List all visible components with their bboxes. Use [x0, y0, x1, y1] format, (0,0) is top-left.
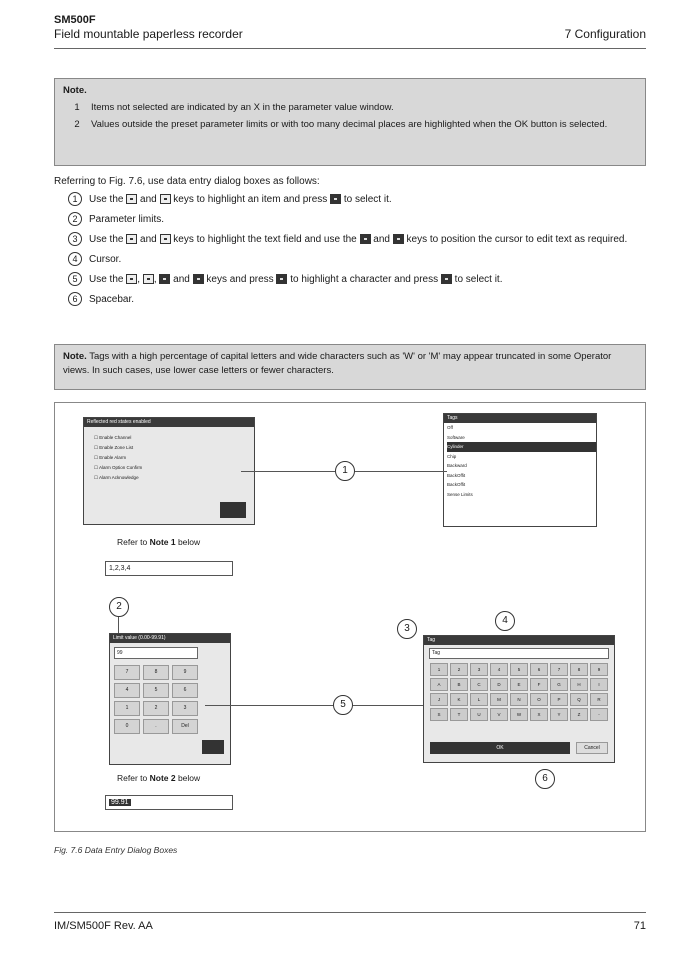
list-item: Cylinder: [447, 442, 596, 452]
list-item: Sense Limits: [447, 491, 473, 497]
keyboard-key: -: [590, 708, 608, 721]
keyboard-key: Z: [570, 708, 588, 721]
document-id: IM/SM500F Rev. AA: [54, 920, 153, 932]
callout-4: 4: [495, 611, 515, 631]
leader-line: [241, 471, 335, 472]
keyboard-key: V: [490, 708, 508, 721]
page-footer: [54, 920, 646, 932]
keyboard-key: 2: [450, 663, 468, 676]
note-title: Note.: [63, 85, 87, 96]
keyboard-key: S: [430, 708, 448, 721]
keypad-key: 4: [114, 683, 140, 698]
keyboard-key: Y: [550, 708, 568, 721]
down-key-icon: [160, 194, 171, 204]
step-item: 6 Spacebar.: [68, 292, 646, 307]
refer-note-1: Refer to Note 1 below: [117, 537, 201, 547]
keyboard-key: 4: [490, 663, 508, 676]
keyboard-key: W: [510, 708, 528, 721]
text-input: Tag: [429, 648, 609, 659]
step-item: 3 Use the and keys to highlight the text field and use the and keys to position the cursor to edit text as required.: [68, 232, 646, 247]
refer-note-2: Refer to Note 2 below: [117, 773, 201, 783]
product-name: SM500F: [54, 14, 96, 26]
keyboard-key: I: [590, 678, 608, 691]
callout-2: 2: [109, 597, 129, 617]
leader-line: [205, 705, 333, 706]
keyboard-key: R: [590, 693, 608, 706]
keyboard-key: L: [470, 693, 488, 706]
keyboard-key: T: [450, 708, 468, 721]
right-key-icon: [193, 274, 204, 284]
callout-3: 3: [397, 619, 417, 639]
note-item-text: Items not selected are indicated by an X in the parameter value window.: [91, 102, 394, 113]
keyboard-key: H: [570, 678, 588, 691]
keyboard-key: 9: [590, 663, 608, 676]
spacebar-key: OK: [430, 742, 570, 754]
note-box-1: [54, 78, 646, 166]
keyboard-key: X: [530, 708, 548, 721]
left-key-icon: [360, 234, 371, 244]
product-subtitle: Field mountable paperless recorder: [54, 27, 243, 41]
list-item: BackOffit: [447, 482, 466, 487]
callout-1: 1: [335, 461, 355, 481]
page-number: 71: [633, 920, 646, 932]
keyboard-key: K: [450, 693, 468, 706]
list-item: ☐ Alarm Option Confirm: [94, 465, 143, 470]
footer-divider: [54, 912, 646, 913]
keyboard-key: J: [430, 693, 448, 706]
keypad-key: 8: [143, 665, 169, 680]
note-item: 1 Items not selected are indicated by an X in the parameter value window.: [74, 102, 394, 113]
leader-line: [118, 617, 119, 633]
ok-button-icon: [202, 740, 224, 754]
leader-line: [353, 705, 431, 706]
down-key-icon: [160, 234, 171, 244]
list-item: ☐ Enable Zone List: [94, 445, 134, 450]
screenshot-tag-list: Tags Off Software Cylinder Chip Backward BackOffit BackOffit Sense Limits: [443, 413, 597, 527]
steps-list: [68, 192, 646, 312]
keyboard-key: B: [450, 678, 468, 691]
right-key-icon: [393, 234, 404, 244]
up-key-icon: [126, 194, 137, 204]
note-label: Note.: [63, 351, 87, 362]
ok-button-icon: [220, 502, 246, 518]
keyboard-key: D: [490, 678, 508, 691]
left-key-icon: [159, 274, 170, 284]
keyboard-key: C: [470, 678, 488, 691]
callout-6: 6: [535, 769, 555, 789]
keyboard-key: 7: [550, 663, 568, 676]
value-field-1: 1,2,3,4: [105, 561, 233, 576]
keypad-key: 7: [114, 665, 140, 680]
keypad-key: 5: [143, 683, 169, 698]
callout-5: 5: [333, 695, 353, 715]
up-key-icon: [126, 274, 137, 284]
keyboard-key: F: [530, 678, 548, 691]
page-header: [54, 14, 646, 41]
step-item: 4 Cursor.: [68, 252, 646, 267]
up-key-icon: [126, 234, 137, 244]
list-item: Backward: [447, 463, 467, 468]
keyboard-key: U: [470, 708, 488, 721]
screenshot-alpha-keyboard: Tag Tag 1 2 3 4 5 6 7 8 9 A B C D E F G H I J K L M N O P Q R S T U V W X Y Z - OK Cancel: [423, 635, 615, 763]
leader-line: [355, 471, 447, 472]
list-item: ☐ Alarm Acknowledge: [94, 475, 139, 480]
numeric-input: 99: [114, 647, 198, 659]
note-text: Tags with a high percentage of capital letters and wide characters such as 'W' or 'M' may appear truncated in some Operator views. In such cases, use lower case letters or fewer characters.: [63, 351, 612, 376]
screenshot-numeric-keypad: Limit value (0.00-99.91) 99 7 8 9 4 5 6 1 2 3 0 . Del: [109, 633, 231, 765]
down-key-icon: [143, 274, 154, 284]
keyboard-key: G: [550, 678, 568, 691]
enter-key-icon: [330, 194, 341, 204]
list-item: ☐ Enable Channel: [94, 435, 132, 440]
screenshot-checklist: Reflected red states enabled ☐ Enable Channel ☐ Enable Zone List ☐ Enable Alarm ☐ Alarm Option Confirm ☐ Alarm Acknowledge: [83, 417, 255, 525]
keyboard-key: 3: [470, 663, 488, 676]
step-item: 5 Use the , , and keys and press to highlight a character and press to select it.: [68, 272, 646, 287]
list-item: Software: [447, 434, 465, 440]
keypad-key: 0: [114, 719, 140, 734]
keyboard-key: E: [510, 678, 528, 691]
note-box-2: [54, 344, 646, 390]
keyboard-key: A: [430, 678, 448, 691]
keyboard-key: O: [530, 693, 548, 706]
intro-text: Referring to Fig. 7.6, use data entry dialog boxes as follows:: [54, 176, 320, 187]
list-item: BackOffit: [447, 472, 466, 478]
list-item: ☐ Enable Alarm: [94, 455, 127, 460]
keypad-key: 1: [114, 701, 140, 716]
note-item: 2 Values outside the preset parameter limits or with too many decimal places are highlighted when the OK button is selected.: [74, 119, 608, 130]
note-item-text: Values outside the preset parameter limits or with too many decimal places are highlighted when the OK button is selected.: [91, 119, 608, 130]
keypad-key: 6: [172, 683, 198, 698]
keyboard-key: P: [550, 693, 568, 706]
keyboard-key: 5: [510, 663, 528, 676]
enter-key-icon: [441, 274, 452, 284]
step-item: 1 Use the and keys to highlight an item and press to select it.: [68, 192, 646, 207]
list-item: Off: [447, 425, 453, 430]
keyboard-key: M: [490, 693, 508, 706]
figure-caption: Fig. 7.6 Data Entry Dialog Boxes: [54, 845, 178, 855]
keyboard-key: Q: [570, 693, 588, 706]
keyboard-key: 8: [570, 663, 588, 676]
value-field-2: 99.91: [105, 795, 233, 810]
keypad-key: 2: [143, 701, 169, 716]
keypad-key: 9: [172, 665, 198, 680]
header-divider: [54, 48, 646, 49]
keyboard-key: N: [510, 693, 528, 706]
section-title: 7 Configuration: [564, 27, 646, 41]
step-item: 2 Parameter limits.: [68, 212, 646, 227]
figure-frame: [54, 402, 646, 832]
cancel-button-icon: Cancel: [576, 742, 608, 754]
keypad-key: Del: [172, 719, 198, 734]
list-item: Chip: [447, 453, 457, 459]
keyboard-key: 6: [530, 663, 548, 676]
enter-key-icon: [276, 274, 287, 284]
keypad-key: .: [143, 719, 169, 734]
keypad-key: 3: [172, 701, 198, 716]
keyboard-key: 1: [430, 663, 448, 676]
